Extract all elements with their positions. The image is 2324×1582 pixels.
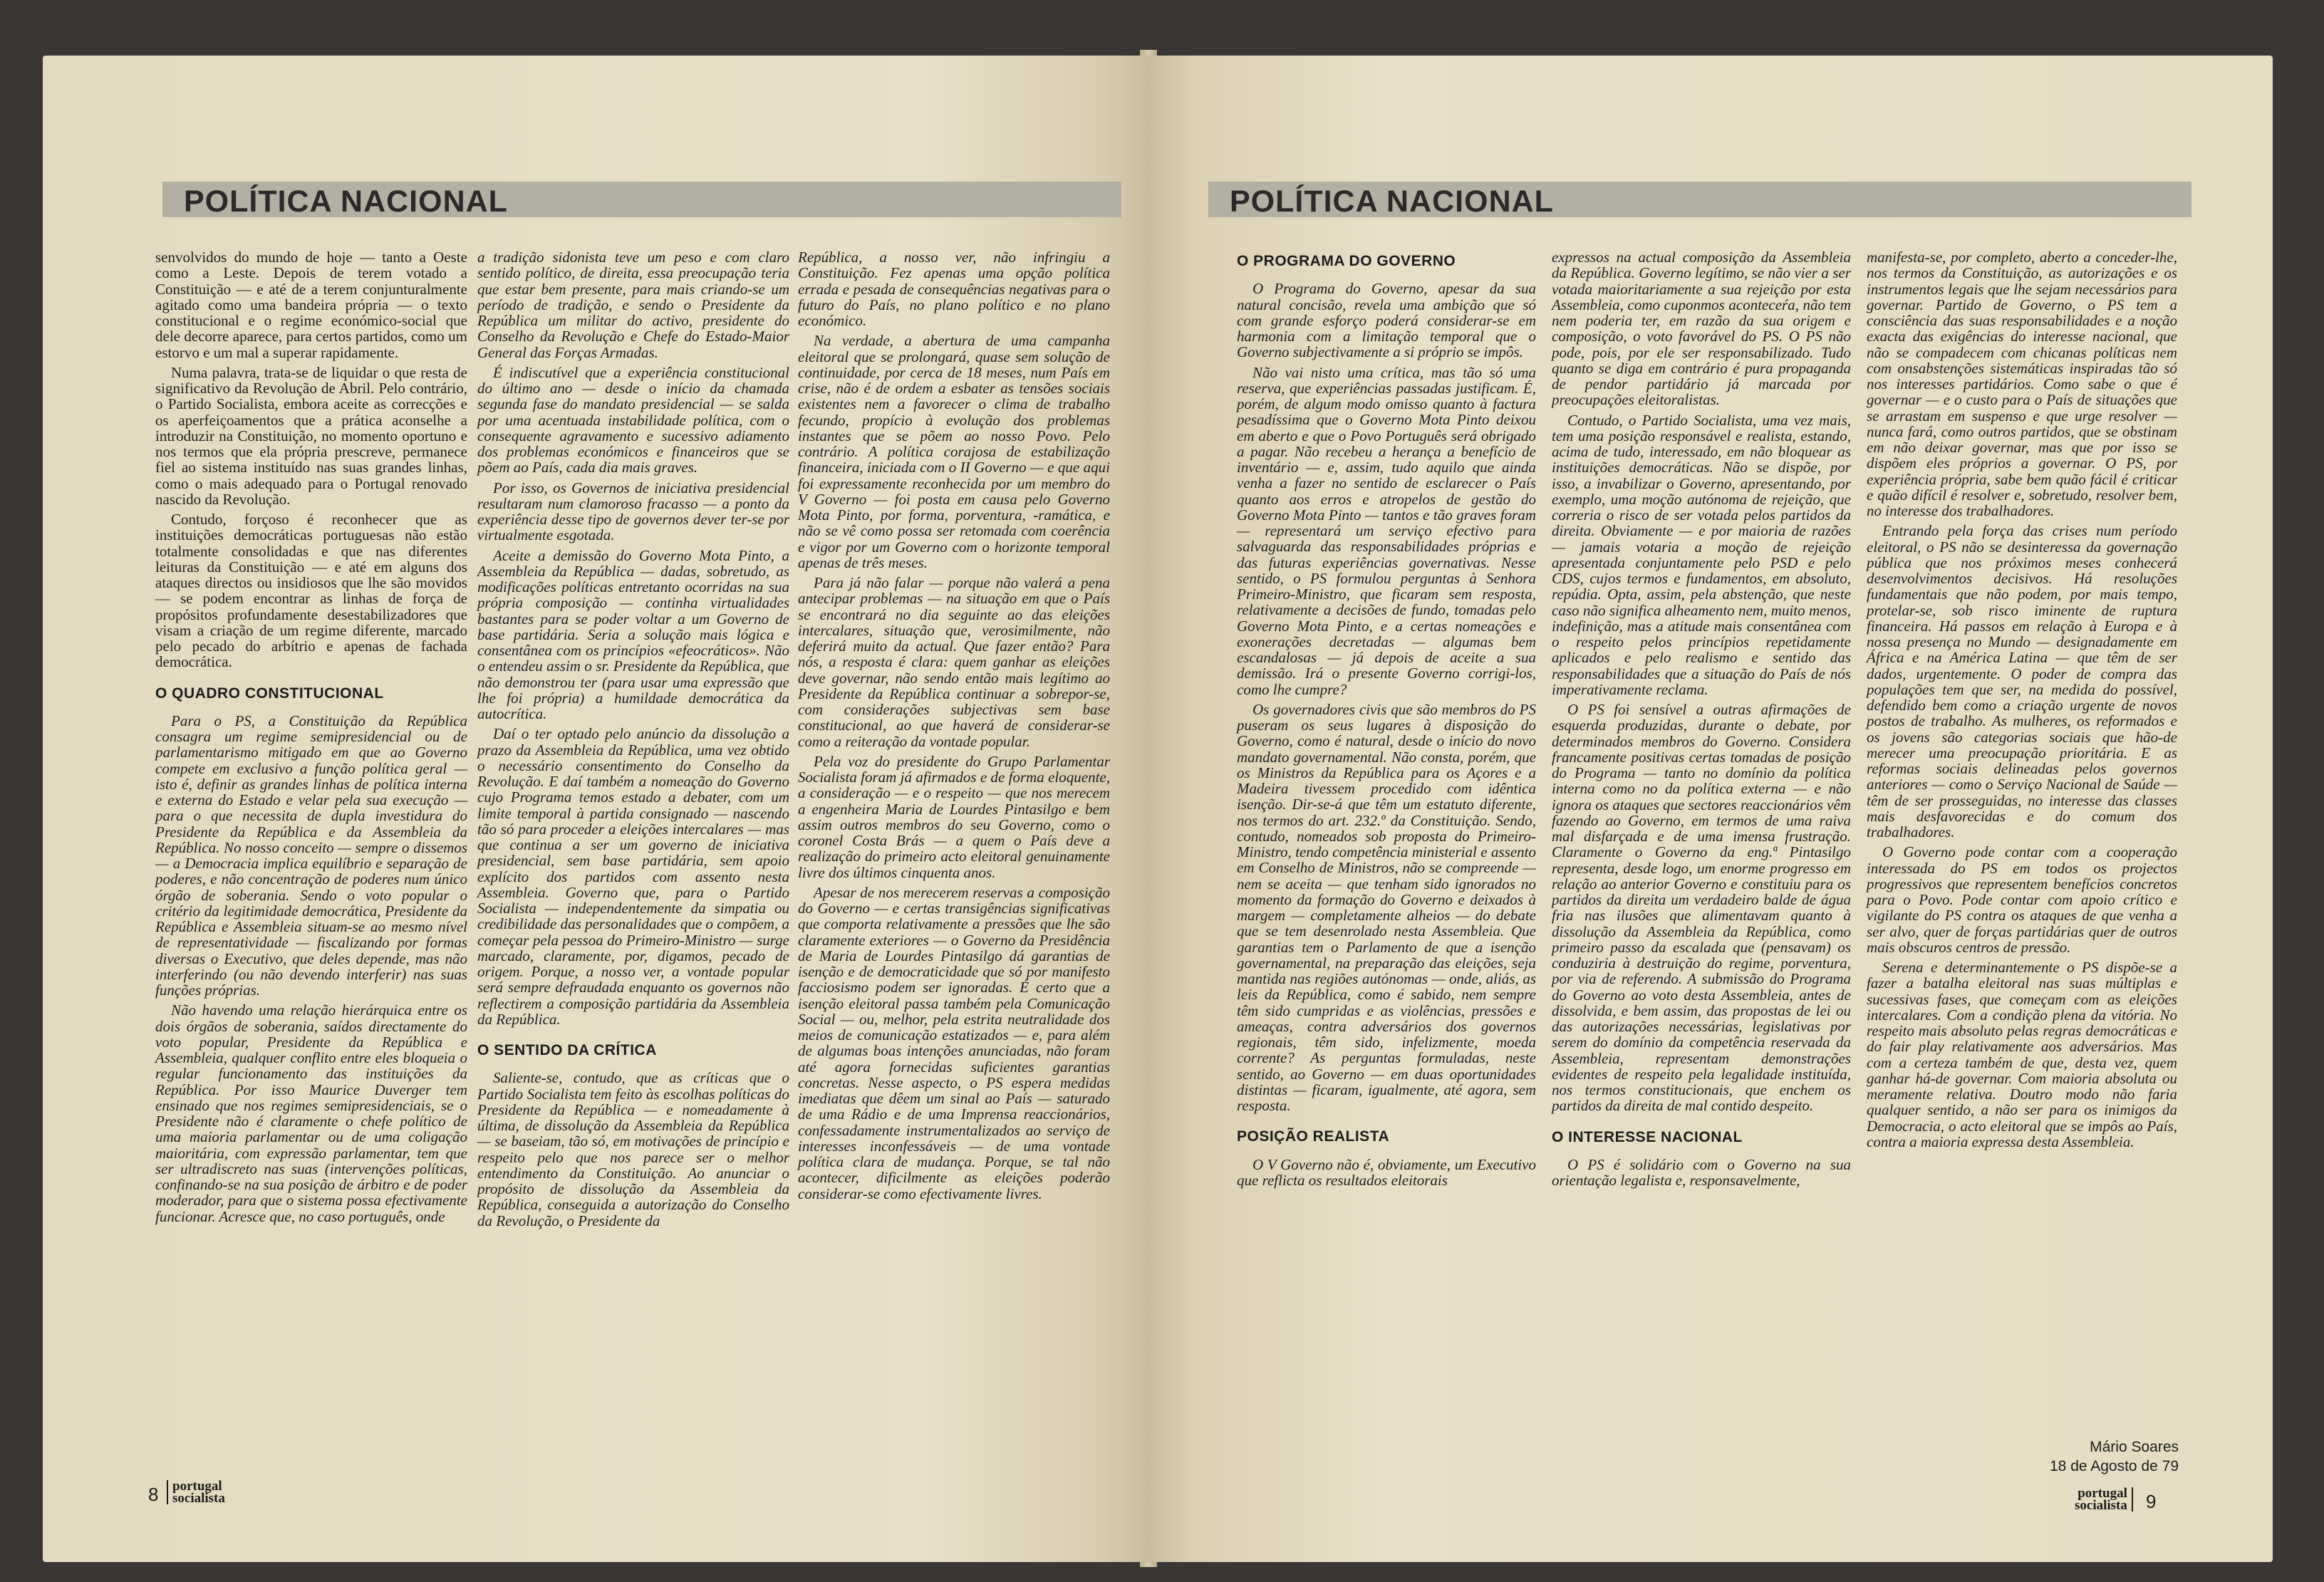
- paragraph: Serena e determinantemente o PS dispõe-se a fazer a batalha eleitoral nas suas múltiplas e sucessivas fases, que começam com as eleições intercalares. Com a condição plena da vitória. No respeito mais absoluto pelas regras democráticas e do fair play relativamente aos adversários. Mas com a certeza também de que, desta vez, quem ganhar há-de governar. Com maioria absoluta ou meramente relativa. Doutro modo não faria qualquer sentido, a não ser para os inimigos da Democracia, o acto eleitoral que se impôs ao País, contra a maioria expressa desta Assembleia.: [1867, 959, 2177, 1150]
- paragraph: O V Governo não é, obviamente, um Executivo que reflicta os resultados eleitorais: [1237, 1155, 1536, 1189]
- paragraph: Na verdade, a abertura de uma campanha eleitoral que se prolongará, quase sem solução de continuidade, por cerca de 18 meses, num País em crise, não é de ordem a esbater as tensões sociais existentes nem a favorecer o clima de trabalho fecundo, propício à evolução dos problemas instantes que se põem ao nosso Povo. Pelo contrário. A política corajosa de estabilização financeira, iniciada com o II Governo — e que aqui foi expressamente reconhecida por um membro do V Governo — foi posta em causa pelo Governo Mota Pinto, por forma, porventura, -ramática, e não se vê como possa ser retomada com coerência e vigor por um Governo com o horizonte temporal apenas de três meses.: [798, 332, 1110, 571]
- subheading: POSIÇÃO REALISTA: [1237, 1128, 1390, 1145]
- paragraph: Para o PS, a Constituição da República consagra um regime semipresidencial ou de parlamentarismo mitigado em que ao Governo compete em exclusivo a função política geral — isto é, definir as grandes linhas de política interna e externa do Estado e velar pela sua execução — para o que necessita de dupla investidura do Presidente da República e da Assembleia da República. No nosso conceito — sempre o dissemos — a Democracia implica equilíbrio e separação de poderes, e não concentração de poderes num único órgão de soberania. Sendo o voto popular o critério da legitimidade democrática, Presidente da República e Assembleia situam-se ao mesmo nível de representatividade — fiscalizando por formas diversas o Executivo, que deles depende, mas não interferindo (ou não devendo interferir) nas suas funções próprias.: [155, 712, 467, 999]
- subheading: O INTERESSE NACIONAL: [1552, 1128, 1743, 1145]
- paragraph: O PS foi sensível a outras afirmações de esquerda produzidas, durante o debate, por determinados membros do Governo. Considera francamente positivas certas tomadas de posição do Programa — tanto no domínio da política interna como no da política externa — e não ignora os ataques que sectores reaccionários vêm fazendo ao Governo, em termos de uma raiva mal disfarçada e de uma imensa frustração. Claramente o Governo da eng.ª Pintasilgo representa, desde logo, um enorme progresso em relação ao anterior Governo e constituiu para os partidos da direita um verdadeiro balde de água fria nas ilusões que alimentavam quanto à dissolução da Assembleia da República, como primeiro passo da escalada que (pensavam) os conduziria à destruição do regime, porventura, por via de referendo. A submissão do Programa do Governo ao voto desta Assembleia, antes de dissolvida, e bem assim, das propostas de lei ou das autorizações necessárias, legislativas por serem do domínio da competência reservada da Assembleia, representam demonstrações evidentes de respeito pela legalidade instituída, nos termos constitucionais, que enchem os partidos da direita de mal contido despeito.: [1552, 701, 1851, 1115]
- paragraph: República, a nosso ver, não infringiu a Constituição. Fez apenas uma opção política errada e pesada de consequências negativas para o futuro do País, no plano político e no plano económico.: [798, 249, 1110, 329]
- section-title: POLÍTICA NACIONAL: [184, 184, 508, 219]
- subheading: O PROGRAMA DO GOVERNO: [1237, 253, 1456, 269]
- paragraph: Pela voz do presidente do Grupo Parlamentar Socialista foram já afirmados e de forma eloquente, a consideração — e o respeito — que nos merecem a engenheira Maria de Lourdes Pintasilgo e bem assim outros membros do seu Governo, como o coronel Costa Brás — a quem o País deve a realização do primeiro acto eleitoral genuinamente livre dos últimos cinquenta anos.: [798, 752, 1110, 881]
- page-number: 8: [148, 1484, 159, 1505]
- section-title: POLÍTICA NACIONAL: [1230, 184, 1554, 219]
- paragraph: O Programa do Governo, apesar da sua natural concisão, revela uma ambição que só com grande esforço poderá considerar-se em harmonia com a limitação temporal que o Governo subjectivamente a si próprio se impôs.: [1237, 280, 1536, 361]
- page-number: 9: [2146, 1491, 2157, 1512]
- paragraph: Entrando pela força das crises num período eleitoral, o PS não se desinteressa da governação pública que nos próximos meses conhecerá desenvolvimentos decisivos. Há resoluções fundamentais que não podem, por mais tempo, protelar-se, sob risco iminente de ruptura financeira. Há passos em relação à Europa e à nossa presença no Mundo — designadamente em África e na América Latina — que têm de ser dados, urgentemente. O poder de compra das populações tem que ser, na medida do possível, defendido bem como a criação urgente de novos postos de trabalho. As mulheres, os reformados e os jovens são categorias sociais que hão-de merecer uma preocupação prioritária. E as reformas sociais delineadas pelos governos anteriores — como o Serviço Nacional de Saúde — têm de ser prosseguidas, no interesse das classes mais desfavorecidas e do comum dos trabalhadores.: [1867, 522, 2177, 841]
- article-column-3: [798, 249, 1110, 1206]
- left-page: [43, 56, 1148, 1562]
- author-signature: [1968, 1437, 2179, 1477]
- paragraph: O PS é solidário com o Governo na sua orientação legalista e, responsavelmente,: [1552, 1155, 1851, 1189]
- section-banner: [162, 182, 1121, 217]
- article-column-2: [1552, 249, 1851, 1192]
- paragraph: É indiscutível que a experiência constitucional do último ano — desde o início da chamada segunda fase do mandato presidencial — se salda por uma acentuada instabilidade política, com o consequente agravamento e sucessivo adiamento dos problemas económicos e financeiros que se põem ao País, cada dia mais graves.: [477, 363, 789, 477]
- paragraph: expressos na actual composição da Assembleia da República. Governo legítimo, se não vier a ser votada maioritariamente a sua rejeição por esta Assembleia, como cuponmos aconteceŕa, não tem nem poderia ter, em razão da sua origem e composição, o voto favorável do PS. O PS não pode, pois, por ele ser responsabilizado. Tudo quanto se diga em contrário é pura propaganda de pendor partidário já marcada por preocupações eleitoralistas.: [1552, 249, 1851, 409]
- section-banner: [1208, 182, 2191, 217]
- article-column-3: [1867, 249, 2177, 1154]
- paragraph: senvolvidos do mundo de hoje — tanto a Oeste como a Leste. Depois de terem votado a Constituição — e até de a terem conjunturalmente agitado como uma bandeira própria — o texto constitucional e o regime económico-social que dele decorre aparece, para certos partidos, como um estorvo e um mal a superar rapidamente.: [155, 249, 467, 361]
- article-column-2: [477, 249, 789, 1233]
- paragraph: Por isso, os Governos de iniciativa presidencial resultaram num clamoroso fracasso — a ponto da experiência desse tipo de governos dever ter-se por virtualmente esgotada.: [477, 479, 789, 544]
- paragraph: Contudo, forçoso é reconhecer que as instituições democráticas portuguesas não estão totalmente consolidadas e que nas diferentes leituras da Constituição — e até em alguns dos ataques directos ou insidiosos que lhe são movidos — se podem encontrar as linhas de força de propósitos profundamente desestabilizadores que visam a criação de um regime diferente, marcado pelo pecado do arbítrio e apenas de fachada democrática.: [155, 511, 467, 671]
- masthead-logo: portugal socialista: [2075, 1487, 2133, 1511]
- paragraph: Numa palavra, trata-se de liquidar o que resta de significativo da Revolução de Abril. Pelo contrário, o Partido Socialista, embora aceite as correcções e os aperfeiçoamentos que a prática aconselhe a introduzir na Constituição, no momento oportuno e nos termos que ela própria prescreve, permanece fiel ao sistema instituído nas suas grandes linhas, como o mais adequado para o Portugal renovado nascido da Revolução.: [155, 363, 467, 508]
- paragraph: Apesar de nos merecerem reservas a composição do Governo — e certas transigências significativas que comporta relativamente a pressões que lhe são claramente exteriores — o Governo da Presidência de Maria de Lourdes Pintasilgo dá garantias de isenção e de democraticidade que só por manifesto facciosismo podem ser ignoradas. É certo que a isenção eleitoral passa também pela Comunicação Social — ou, melhor, pela estrita neutralidade dos meios de comunicação estatizados — e, para além de algumas boas intenções anunciadas, não foram até agora fornecidas suficientes garantias concretas. Nesse aspecto, o PS espera medidas imediatas que dêem um sinal ao País — saturado de uma Rádio e de uma Imprensa reaccionários, confessadamente instrumentalizados ao serviço de interesses inconfessáveis — de uma vontade política clara de mudança. Porque, se tal não acontecer, dificilmente as eleições poderão considerar-se como efectivamente livres.: [798, 883, 1110, 1202]
- right-page: [1148, 56, 2273, 1562]
- paragraph: Os governadores civis que são membros do PS puseram os seus lugares à disposição do Governo, como é natural, desde o início do novo mandato governamental. Não consta, porém, que os Ministros da República para os Açores e a Madeira tivessem procedido com idêntica isenção. Dir-se-á que têm um estatuto diferente, nos termos do art. 232.º da Constituição. Sendo, contudo, nomeados sob proposta do Primeiro-Ministro, tendo competência ministerial e assento em Conselho de Ministros, não se compreende — nem se aceita — que tenham sido ignorados no momento da formação do Governo e deixados à margem — completamente alheios — do debate que se tem desenrolado nesta Assembleia. Que garantias tem o Parlamento de que a isenção governamental, na preparação das eleições, seja mantida nas regiões autónomas — onde, aliás, as leis da República, como é sabido, nem sempre têm sido cumpridas e as violências, pressões e ameaças, contra adversários dos governos regionais, têm sido, infelizmente, moeda corrente? As perguntas formuladas, neste sentido, ao Governo — em duas oportunidades distintas — ficaram, igualmente, até agora, sem resposta.: [1237, 700, 1536, 1114]
- paragraph: Contudo, o Partido Socialista, uma vez mais, tem uma posição responsável e realista, estando, acima de tudo, interessado, em não bloquear as instituições democráticas. Não se dispõe, por isso, a invabilizar o Governo, apresentando, por exemplo, uma moção autónoma de rejeição, que correria o risco de ser votada pelos partidos da direita. Obviamente — e por maioria de razões — jamais votaria a moção de rejeição apresentada conjuntamente pelo PSD e pelo CDS, cujos termos e fundamentos, em absoluto, repúdia. Opta, assim, pela abstenção, que neste caso não significa alheamento nem, muito menos, indefinição, mas a atitude mais consentânea com o respeito pelos princípios repetidamente aplicados e pelo realismo e sentido das responsabilidades que a situação do País de nós imperativamente reclama.: [1552, 411, 1851, 698]
- masthead-logo: portugal socialista: [167, 1480, 225, 1504]
- subheading: O SENTIDO DA CRÍTICA: [477, 1042, 657, 1058]
- author-name: Mário Soares: [2090, 1439, 2179, 1455]
- paragraph: Para já não falar — porque não valerá a pena antecipar problemas — na situação em que o País se encontrará no dia seguinte ao das eleições intercalares, situação que, verosimilmente, não deferirá muito da actual. Que fazer então? Para nós, a resposta é clara: quem ganhar as eleições deve governar, não sendo então mais legítimo ao Presidente da República continuar a sobrepor-se, com considerações subjectivas sem base constitucional, ao que haverá de considerar-se como a reiteração da vontade popular.: [798, 574, 1110, 750]
- paragraph: Não havendo uma relação hierárquica entre os dois órgãos de soberania, saídos directamente do voto popular, Presidente da República e Assembleia, qualquer conflito entre eles bloqueia o regular funcionamento das instituições da República. Por isso Maurice Duverger tem ensinado que nos regimes semipresidenciais, se o Presidente não é claramente o chefe político de uma maioria parlamentar ou de uma coligação maioritária, com expressão parlamentar, tem que ser ultradiscreto nas suas (intervenções políticas, confinando-se na sua posição de árbitro e de poder moderador, para que o sistema possa efectivamente funcionar. Acresce que, no caso português, onde: [155, 1001, 467, 1225]
- article-date: 18 de Agosto de 79: [2050, 1458, 2179, 1475]
- paragraph: Não vai nisto uma crítica, mas tão só uma reserva, que experiências passadas justificam. É, porém, de algum modo omisso quanto à factura pesadíssima que o Governo Mota Pinto deixou em aberto e que o Povo Português será obrigado a pagar. Não recebeu a herança a benefício de inventário — e, assim, tudo aquilo que ainda venha a fazer no sentido de esclarecer o País quanto aos erros e atropelos de gestão do Governo Mota Pinto — tantos e tão graves foram — representará um serviço efectivo para salvaguarda das responsabilidades próprias e das futuras experiências governativas. Nesse sentido, o PS formulou perguntas à Senhora Primeiro-Ministro, que ficaram sem resposta, relativamente a decisões de fundo, tomadas pelo Governo Mota Pinto, e a certas nomeações e exonerações decretadas — algumas bem escandalosas — já depois de aceite a sua demissão. Irá o presente Governo corrigi-los, como lhe cumpre?: [1237, 363, 1536, 698]
- article-column-1: [155, 249, 467, 1229]
- paragraph: Aceite a demissão do Governo Mota Pinto, a Assembleia da República — dadas, sobretudo, as modificações políticas entretanto ocorridas na sua própria composição — continha virtualidades bastantes para se poder voltar a um Governo de base partidária. Seria a solução mais lógica e consentânea com os princípios «efeocráticos». Não o entendeu assim o sr. Presidente da República, que não demonstrou ter (para usar uma expressão que lhe foi própria) a humildade democrática da autocrítica.: [477, 546, 789, 722]
- subheading: O QUADRO CONSTITUCIONAL: [155, 685, 384, 702]
- paragraph: manifesta-se, por completo, aberto a conceder-lhe, nos termos da Constituição, as autorizações e os instrumentos legais que lhe sejam necessários para governar. Partido de Governo, o PS tem a consciência das suas responsabilidades e a noção exacta das exigências do interesse nacional, que não se compadecem com chicanas políticas nem com onsabstenções sistemáticas inspiradas tão só nos interesses partidários. Como sabe o que é governar — e o custo para o País de situações que se arrastam em suspenso e que urge resolver — nunca fará, como outros partidos, que se obstinam em não deixar governar, mas que por isso se dispõem eles próprios a governar. O PS, por experiência própria, sabe bem quão fácil é criticar e quão difícil é resolver e, sobretudo, resolver bem, no interesse dos trabalhadores.: [1867, 249, 2177, 519]
- paragraph: a tradição sidonista teve um peso e com claro sentido político, de direita, essa preocupação teria que estar bem presente, para mais criando-se um período de tradição, e sendo o Presidente da República um militar do activo, presidente do Conselho da Revolução e Chefe do Estado-Maior General das Forças Armadas.: [477, 249, 789, 361]
- paragraph: O Governo pode contar com a cooperação interessada do PS em todos os projectos progressivos que representem benefícios concretos para o Povo. Pode contar com apoio crítico e vigilante do PS contra os ataques de que venha a ser alvo, quer de forças partidárias quer de outros mais obscuros centros de pressão.: [1867, 843, 2177, 956]
- paragraph: Saliente-se, contudo, que as críticas que o Partido Socialista tem feito às escolhas políticas do Presidente da República — e nomeadamente à última, de dissolução da Assembleia da República — se baseiam, tão só, em motivações de princípio e respeito pelo que nos parece ser o melhor entendimento da Constituição. Ao anunciar o propósito de dissolução da Assembleia da República, conseguida a autorização do Conselho da Revolução, o Presidente da: [477, 1069, 789, 1229]
- paragraph: Daí o ter optado pelo anúncio da dissolução a prazo da Assembleia da República, uma vez obtido o necessário consentimento do Conselho da Revolução. E daí também a nomeação do Governo cujo Programa temos estado a debater, com um limite temporal à partida consignado — nascendo tão só para proceder a eleições intercalares — mas que continua a ser um governo de iniciativa presidencial, sem base partidária, sem apoio explícito dos partidos com assento nesta Assembleia. Governo que, para o Partido Socialista — independentemente da simpatia ou credibilidade das personalidades que o compõem, a começar pela pessoa do Primeiro-Ministro — surge marcado, claramente, por, digamos, pecado de origem. Porque, a nosso ver, a vontade popular será sempre defraudada enquanto os governos não reflectirem a composição partidária da Assembleia da República.: [477, 725, 789, 1028]
- article-column-1: [1237, 249, 1536, 1192]
